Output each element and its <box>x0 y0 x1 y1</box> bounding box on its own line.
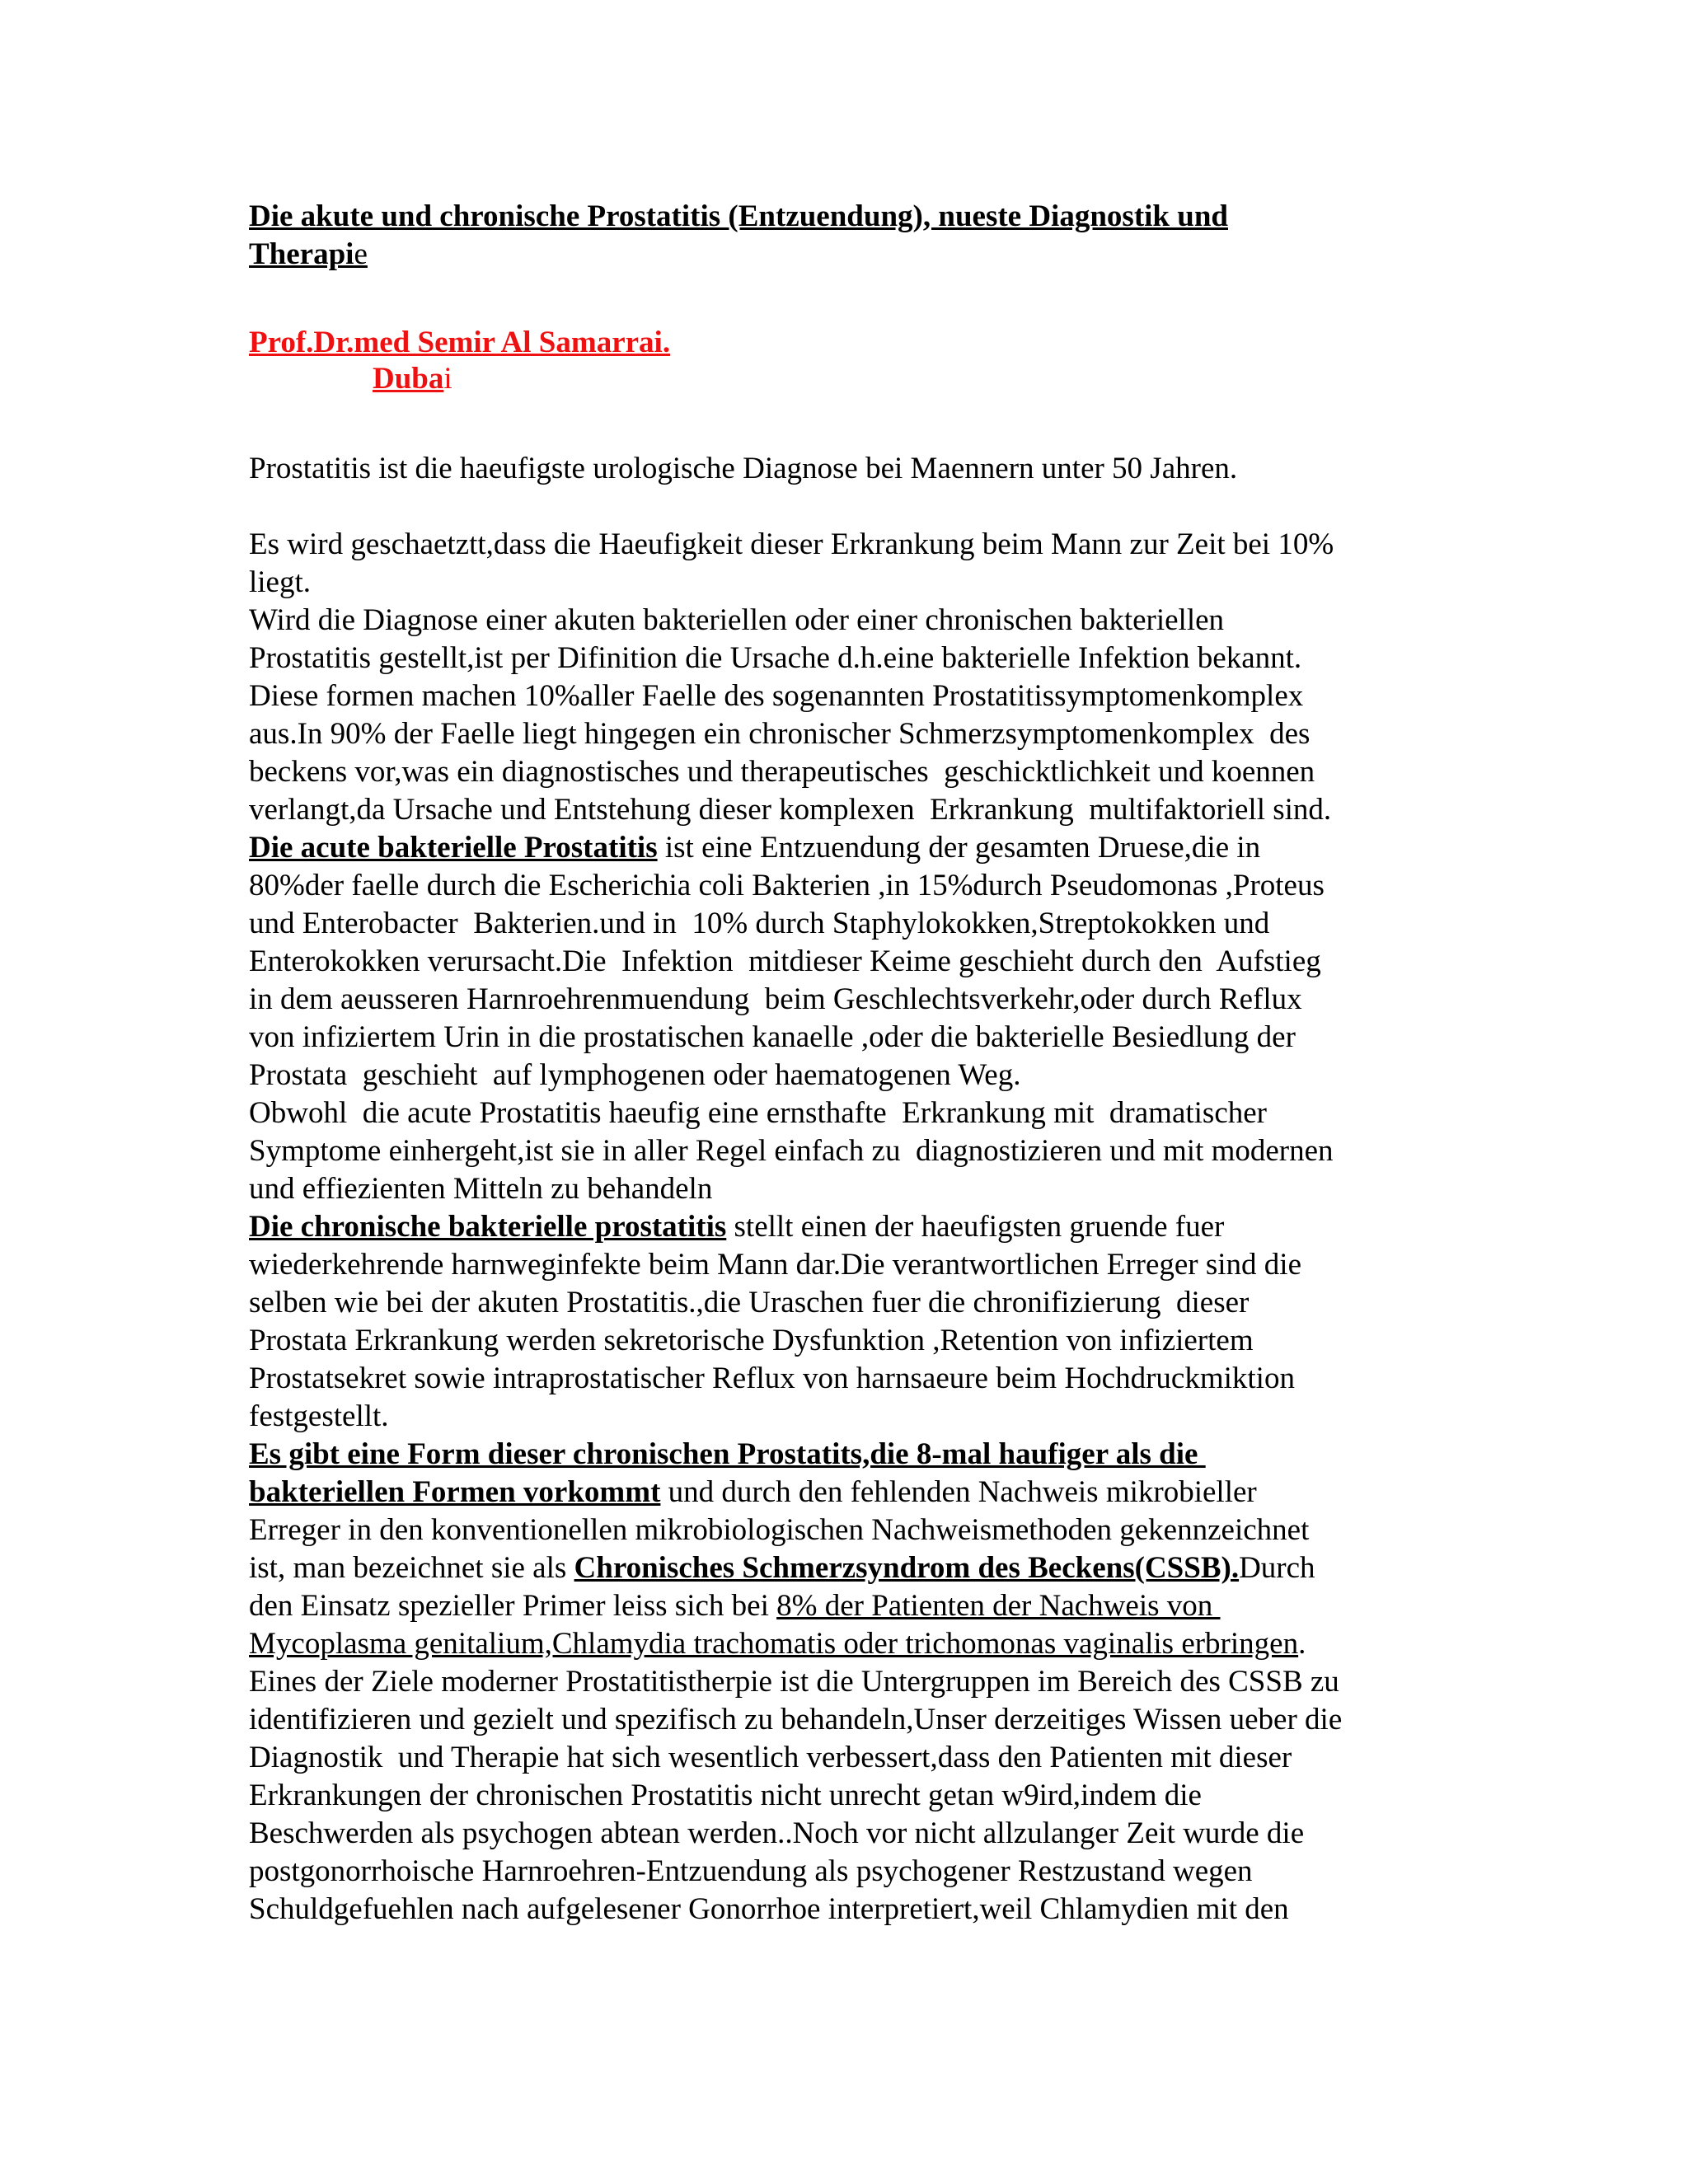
text-line <box>249 564 1461 602</box>
text-segment: Prostatsekret sowie intraprostatischer Reflux von harnsaeure beim Hochdruckmiktion <box>249 1361 1295 1395</box>
author-block <box>249 325 1461 397</box>
text-line <box>249 1246 1461 1284</box>
text-line <box>249 1511 1461 1549</box>
text-line <box>249 1739 1461 1777</box>
text-line <box>249 867 1461 905</box>
text-segment: . <box>1298 1627 1306 1661</box>
text-segment: Prostata geschieht auf lymphogenen oder haematogenen Weg. <box>249 1058 1021 1092</box>
text-line <box>249 1094 1461 1132</box>
text-segment: und Enterobacter Bakterien.und in 10% durch Staphylokokken,Streptokokken und <box>249 907 1270 940</box>
paragraph-gap <box>249 488 1461 526</box>
text-segment: ist, man bezeichnet sie als <box>249 1551 574 1585</box>
text-segment: 80%der faelle durch die Escherichia coli Bakterien ,in 15%durch Pseudomonas ,Proteus <box>249 869 1325 902</box>
text-line <box>249 1853 1461 1891</box>
text-line <box>249 1474 1461 1511</box>
text-line <box>249 450 1461 488</box>
text-line <box>249 943 1461 981</box>
text-segment: Erkrankungen der chronischen Prostatitis nicht unrecht getan w9ird,indem die <box>249 1779 1202 1812</box>
text-line <box>249 1663 1461 1701</box>
text-segment: Wird die Diagnose einer akuten bakteriellen oder einer chronischen bakteriellen <box>249 603 1225 637</box>
text-segment: und effiezienten Mitteln zu behandeln <box>249 1172 713 1206</box>
text-line <box>249 1132 1461 1170</box>
title-line-1: Die akute und chronische Prostatitis (Entzuendung), nueste Diagnostik und <box>249 199 1228 233</box>
emphasized-text: Chronisches Schmerzsyndrom des Beckens(CSSB). <box>574 1551 1240 1585</box>
text-segment: Enterokokken verursacht.Die Infektion mitdieser Keime geschieht durch den Aufstieg <box>249 944 1321 978</box>
text-segment: festgestellt. <box>249 1399 389 1433</box>
text-line <box>249 1057 1461 1094</box>
text-line <box>249 602 1461 640</box>
text-line <box>249 981 1461 1019</box>
text-line <box>249 715 1461 753</box>
author-city: Duba <box>373 362 444 396</box>
text-line <box>249 1777 1461 1815</box>
text-segment: Schuldgefuehlen nach aufgelesener Gonorrhoe interpretiert,weil Chlamydien mit den <box>249 1892 1289 1926</box>
emphasized-text: 8% der Patienten der Nachweis von <box>776 1589 1221 1623</box>
text-segment: Obwohl die acute Prostatitis haeufig eine ernsthafte Erkrankung mit dramatischer <box>249 1096 1268 1130</box>
text-line <box>249 1170 1461 1208</box>
text-segment: von infiziertem Urin in die prostatischen kanaelle ,oder die bakterielle Besiedlung der <box>249 1020 1296 1054</box>
text-segment: Symptome einhergeht,ist sie in aller Regel einfach zu diagnostizieren und mit modernen <box>249 1134 1334 1168</box>
text-line <box>249 1815 1461 1853</box>
text-segment: wiederkehrende harnweginfekte beim Mann dar.Die verantwortlichen Erreger sind die <box>249 1248 1302 1282</box>
text-line <box>249 1019 1461 1057</box>
text-line <box>249 1549 1461 1587</box>
text-segment: stellt einen der haeufigsten gruende fuer <box>726 1210 1225 1244</box>
emphasized-text: Die acute bakterielle Prostatitis <box>249 831 658 865</box>
text-segment: Erreger in den konventionellen mikrobiologischen Nachweismethoden gekennzeichnet <box>249 1513 1310 1547</box>
text-line <box>249 526 1461 564</box>
text-segment: in dem aeusseren Harnroehrenmuendung beim Geschlechtsverkehr,oder durch Reflux <box>249 982 1302 1016</box>
text-line <box>249 829 1461 867</box>
text-segment: Diagnostik und Therapie hat sich wesentlich verbessert,dass den Patienten mit dieser <box>249 1741 1292 1774</box>
text-line <box>249 753 1461 791</box>
emphasized-text: Die chronische bakterielle prostatitis <box>249 1210 727 1244</box>
text-line <box>249 905 1461 943</box>
emphasized-text: bakteriellen Formen vorkommt <box>249 1475 661 1509</box>
text-segment: Beschwerden als psychogen abtean werden..Noch vor nicht allzulanger Zeit wurde die <box>249 1816 1305 1850</box>
text-line <box>249 1398 1461 1436</box>
title-line-2: Therapi <box>249 237 354 271</box>
body-text <box>249 450 1461 1929</box>
title-line-2-tail: e <box>354 237 368 271</box>
text-segment: den Einsatz spezieller Primer leiss sich bei <box>249 1589 777 1623</box>
text-segment: Diese formen machen 10%aller Faelle des sogenannten Prostatitissymptomenkomplex <box>249 679 1304 713</box>
text-segment: Durch <box>1239 1551 1315 1585</box>
text-segment: identifizieren und gezielt und spezifisch zu behandeln,Unser derzeitiges Wissen ueber die <box>249 1703 1343 1736</box>
text-segment: Eines der Ziele moderner Prostatitistherpie ist die Untergruppen im Bereich des CSSB zu <box>249 1665 1339 1699</box>
text-segment: Es wird geschaetztt,dass die Haeufigkeit dieser Erkrankung beim Mann zur Zeit bei 10% <box>249 527 1334 561</box>
text-segment: Prostatitis ist die haeufigste urologische Diagnose bei Maennern unter 50 Jahren. <box>249 452 1238 485</box>
text-line <box>249 1322 1461 1360</box>
text-line <box>249 1208 1461 1246</box>
text-line <box>249 1284 1461 1322</box>
emphasized-text: Es gibt eine Form dieser chronischen Prostatits,die 8-mal haufiger als die <box>249 1437 1206 1471</box>
text-line <box>249 1436 1461 1474</box>
document-title <box>249 198 1461 274</box>
text-segment: selben wie bei der akuten Prostatitis.,die Uraschen fuer die chronifizierung dieser <box>249 1286 1250 1319</box>
text-line <box>249 1625 1461 1663</box>
text-segment: ist eine Entzuendung der gesamten Druese,die in <box>657 831 1261 865</box>
emphasized-text: Mycoplasma genitalium,Chlamydia trachomatis oder trichomonas vaginalis erbringen <box>249 1627 1299 1661</box>
text-segment: und durch den fehlenden Nachweis mikrobieller <box>660 1475 1257 1509</box>
text-segment: Prostatitis gestellt,ist per Difinition die Ursache d.h.eine bakterielle Infektion bekannt. <box>249 641 1302 675</box>
text-segment: aus.In 90% der Faelle liegt hingegen ein chronischer Schmerzsymptomenkomplex des <box>249 717 1311 751</box>
text-segment: Prostata Erkrankung werden sekretorische Dysfunktion ,Retention von infiziertem <box>249 1324 1254 1357</box>
text-line <box>249 677 1461 715</box>
text-line <box>249 1587 1461 1625</box>
text-line <box>249 1360 1461 1398</box>
text-line <box>249 640 1461 677</box>
document-body <box>249 198 1461 1929</box>
text-segment: verlangt,da Ursache und Entstehung dieser komplexen Erkrankung multifaktoriell sind. <box>249 793 1332 827</box>
text-segment: beckens vor,was ein diagnostisches und therapeutisches geschicktlichkeit und koennen <box>249 755 1315 789</box>
text-line <box>249 791 1461 829</box>
text-line <box>249 1891 1461 1929</box>
text-segment: postgonorrhoische Harnroehren-Entzuendung als psychogener Restzustand wegen <box>249 1854 1253 1888</box>
author-name: Prof.Dr.med Semir Al Samarrai. <box>249 326 671 359</box>
author-city-tail: i <box>443 362 452 396</box>
text-line <box>249 1701 1461 1739</box>
text-segment: liegt. <box>249 565 312 599</box>
